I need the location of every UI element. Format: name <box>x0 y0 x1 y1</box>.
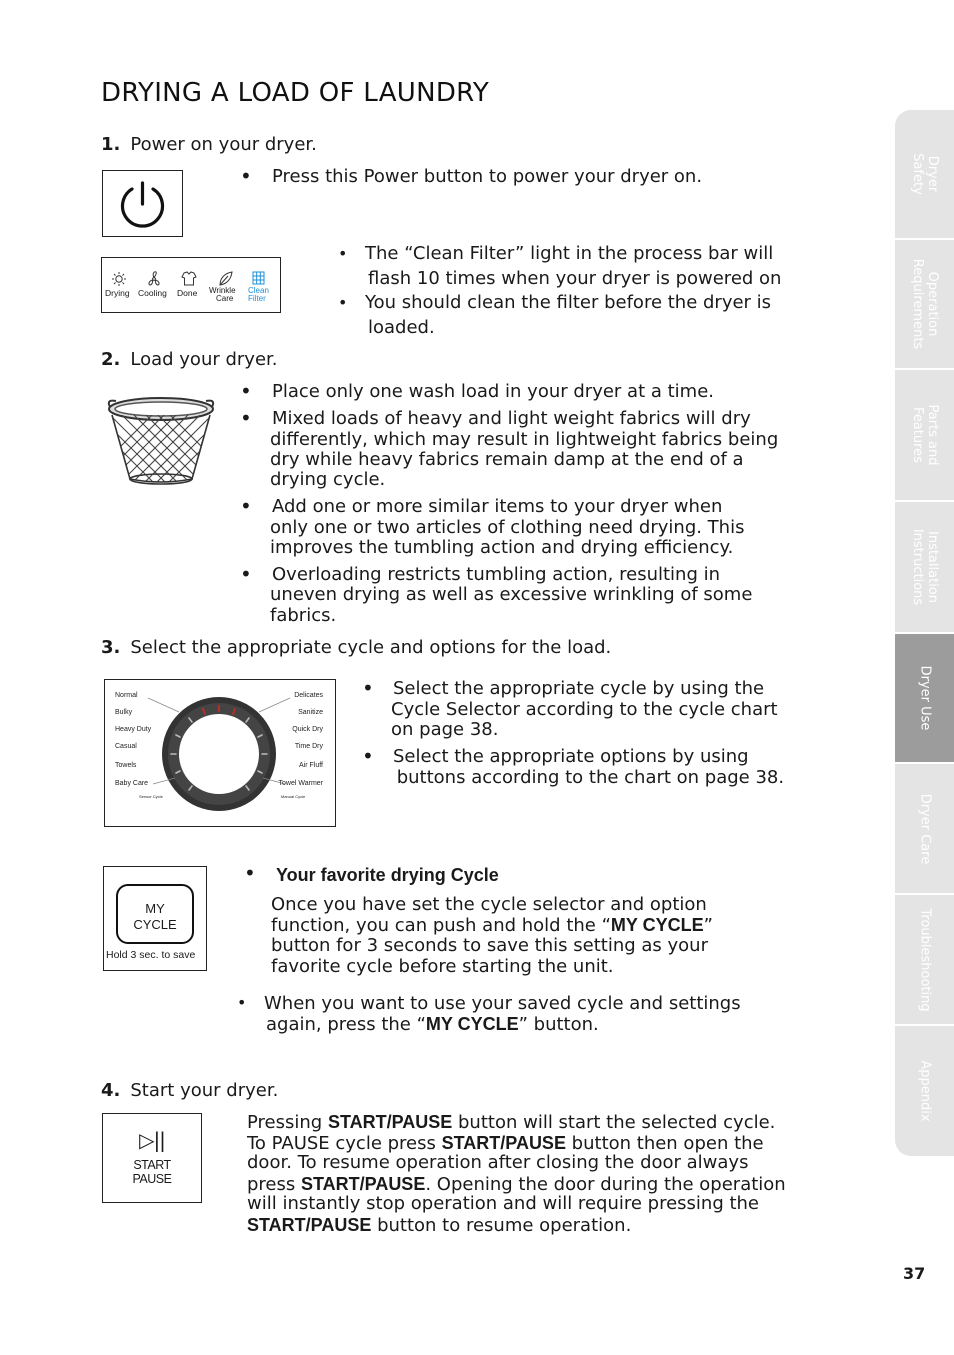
start-text-line-2: To PAUSE cycle press START/PAUSE button then open the <box>247 1133 764 1154</box>
cycle-label-sanitize: Sanitize <box>298 709 323 716</box>
bullet: • <box>240 562 252 586</box>
load-bullet-2-line-3: dry while heavy fabrics remain damp at the end of a <box>270 449 744 470</box>
tab-troubleshooting[interactable]: Troubleshooting <box>895 895 954 1026</box>
label-drying: Drying <box>105 288 130 298</box>
saved-line-1: When you want to use your saved cycle and settings <box>264 993 741 1014</box>
favorite-line-1: Once you have set the cycle selector and option <box>271 894 707 915</box>
filter-icon <box>253 272 264 284</box>
page-title: DRYING A LOAD OF LAUNDRY <box>101 78 490 108</box>
start-text-line-5: will instantly stop operation and will require pressing the <box>247 1193 760 1214</box>
bullet: • <box>240 379 252 403</box>
label-cooling: Cooling <box>138 288 167 298</box>
cycle-bullet-2-line-1: Select the appropriate options by using <box>393 746 749 767</box>
cycle-label-towel-warmer: Towel Warmer <box>278 780 323 787</box>
start-pause-button-image <box>102 1113 202 1203</box>
load-bullet-2-line-4: drying cycle. <box>270 469 386 490</box>
load-bullet-4-line-2: uneven drying as well as excessive wrinkling of some <box>270 584 753 605</box>
label-clean: Clean <box>248 286 269 295</box>
bullet: • <box>240 164 252 188</box>
label-done: Done <box>177 288 198 298</box>
load-bullet-4-line-3: fabrics. <box>270 605 337 626</box>
play-pause-icon: ▷|| <box>139 1128 165 1152</box>
label-care: Care <box>216 294 234 303</box>
start-pause-label: START PAUSE <box>132 1158 172 1186</box>
laundry-basket-image <box>104 393 218 485</box>
leaf-icon <box>220 272 232 285</box>
cycle-label-baby-care: Baby Care <box>115 780 149 787</box>
bullet: • <box>362 744 374 768</box>
cycle-label-normal: Normal <box>115 692 138 699</box>
favorite-line-4: favorite cycle before starting the unit. <box>271 956 614 977</box>
tab-dryer-care[interactable]: Dryer Care <box>895 764 954 895</box>
step-3: 3. Select the appropriate cycle and options for the load. <box>101 637 612 658</box>
cycle-bullet-2-line-2: buttons according to the chart on page 38. <box>391 767 785 788</box>
power-button-image <box>102 170 183 237</box>
cycle-label-towels: Towels <box>115 762 137 769</box>
saved-line-2: again, press the “MY CYCLE” button. <box>266 1014 599 1035</box>
bullet: • <box>240 494 252 518</box>
label-filter: Filter <box>248 294 266 303</box>
cycle-label-quick-dry: Quick Dry <box>292 726 323 733</box>
cycle-label-delicates: Delicates <box>294 692 323 699</box>
my-cycle-button-image <box>103 866 207 971</box>
sensor-cycle-label: Sensor Cycle <box>139 794 163 799</box>
load-bullet-1: Place only one wash load in your dryer at a time. <box>272 381 714 402</box>
filter-bullet-1-line-2: flash 10 times when your dryer is powered on <box>368 268 782 289</box>
load-bullet-3-line-2: only one or two articles of clothing need drying. This <box>270 517 745 538</box>
load-bullet-2-line-2: differently, which may result in lightweight fabrics being <box>270 429 779 450</box>
filter-bullet-1-line-1: The “Clean Filter” light in the process bar will <box>365 243 774 264</box>
cycle-label-casual: Casual <box>115 743 137 750</box>
dial-knob <box>105 680 335 826</box>
cycle-bullet-1-line-3: on page 38. <box>391 719 499 740</box>
tab-installation-instructions[interactable]: Installation Instructions <box>895 502 954 634</box>
favorite-heading: Your favorite drying Cycle <box>276 865 499 885</box>
bullet: • <box>244 861 256 885</box>
step-2: 2. Load your dryer. <box>101 349 278 370</box>
filter-bullet-2-line-2: loaded. <box>368 317 435 338</box>
fan-icon <box>149 272 159 285</box>
my-cycle-button-label: MY CYCLE <box>133 901 177 932</box>
start-text-line-4: press START/PAUSE. Opening the door during the operation <box>247 1174 786 1195</box>
manual-cycle-label: Manual Cycle <box>281 794 306 799</box>
bullet: • <box>338 244 348 263</box>
tab-dryer-use[interactable]: Dryer Use <box>895 634 954 764</box>
tab-appendix[interactable]: Appendix <box>895 1026 954 1156</box>
step-4: 4. Start your dryer. <box>101 1080 279 1101</box>
bullet: • <box>338 293 348 312</box>
cycle-label-time-dry: Time Dry <box>294 743 323 750</box>
tab-dryer-safety[interactable]: Dryer Safety <box>895 110 954 240</box>
bullet: • <box>240 406 252 430</box>
load-bullet-3-line-3: improves the tumbling action and drying efficiency. <box>270 537 734 558</box>
cycle-label-heavy-duty: Heavy Duty <box>115 726 152 733</box>
start-text-line-3: door. To resume operation after closing the door always <box>247 1152 749 1173</box>
load-bullet-3-line-1: Add one or more similar items to your dryer when <box>272 496 723 517</box>
start-text-line-1: Pressing START/PAUSE button will start the selected cycle. <box>247 1112 776 1133</box>
cycle-selector-image <box>104 679 336 827</box>
favorite-line-2: function, you can push and hold the “MY CYCLE” <box>271 915 713 936</box>
cycle-label-bulky: Bulky <box>115 709 133 716</box>
step-1: 1. Power on your dryer. <box>101 134 317 155</box>
cycle-bullet-1-line-2: Cycle Selector according to the cycle chart <box>391 699 778 720</box>
load-bullet-2-line-1: Mixed loads of heavy and light weight fabrics will dry <box>272 408 751 429</box>
tab-operation-requirements[interactable]: Operation Requirements <box>895 240 954 370</box>
power-bullet-text: Press this Power button to power your dryer on. <box>272 166 703 187</box>
favorite-line-3: button for 3 seconds to save this setting as your <box>271 935 708 956</box>
page-number: 37 <box>903 1264 926 1283</box>
start-text-line-6: START/PAUSE button to resume operation. <box>247 1215 632 1236</box>
cycle-label-air-fluff: Air Fluff <box>299 762 323 769</box>
power-icon <box>103 171 182 236</box>
bullet: • <box>362 676 374 700</box>
load-bullet-4-line-1: Overloading restricts tumbling action, resulting in <box>272 564 721 585</box>
cycle-bullet-1-line-1: Select the appropriate cycle by using the <box>393 678 765 699</box>
sun-icon <box>112 272 126 286</box>
tab-parts-and-features[interactable]: Parts and Features <box>895 370 954 502</box>
bullet: • <box>237 993 247 1012</box>
label-wrinkle: Wrinkle <box>209 286 236 295</box>
process-bar-image <box>101 257 281 313</box>
shirt-icon <box>182 272 196 285</box>
process-icons <box>102 258 280 312</box>
my-cycle-caption: Hold 3 sec. to save <box>106 949 196 961</box>
filter-bullet-2-line-1: You should clean the filter before the dryer is <box>365 292 772 313</box>
